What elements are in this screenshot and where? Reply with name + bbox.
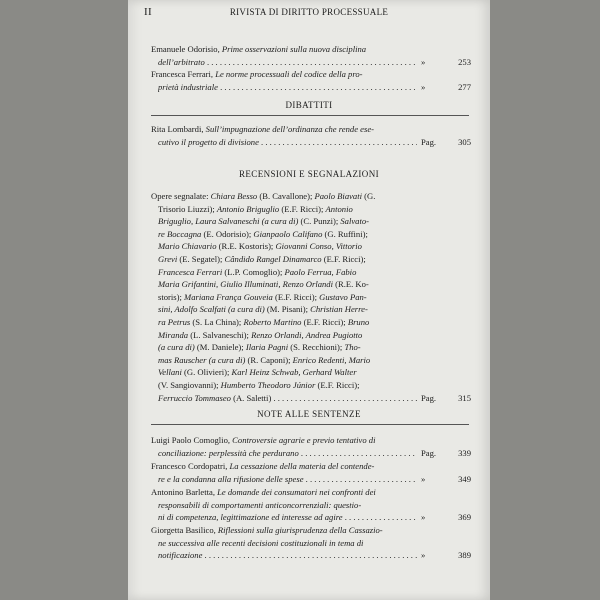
entry-line bbox=[151, 511, 471, 524]
entry-line bbox=[151, 203, 471, 216]
entry-title-text: Miranda bbox=[158, 329, 189, 340]
entry-title-text: cutivo il progetto di divisione bbox=[158, 136, 259, 147]
page-label: Pag. bbox=[421, 447, 437, 458]
entry-title-text: Francesca Ferrari bbox=[158, 266, 223, 277]
entry-title-text: re e la condanna alla rifusione delle spese bbox=[158, 473, 304, 484]
entry-line bbox=[151, 136, 471, 149]
entry-line bbox=[151, 473, 471, 486]
entry-line bbox=[151, 240, 471, 253]
entry-author-text: Antonino Barletta, bbox=[151, 487, 218, 497]
toc-entry-comoglio bbox=[151, 434, 471, 459]
page-label: » bbox=[421, 512, 426, 523]
entry-line bbox=[151, 392, 471, 405]
journal-title: RIVISTA DI DIRITTO PROCESSUALE bbox=[229, 7, 389, 17]
entry-leader bbox=[158, 473, 417, 486]
entry-line bbox=[151, 434, 471, 447]
entry-title-text: Grevi bbox=[158, 253, 178, 264]
entry-line bbox=[151, 68, 471, 81]
entry-title-text: Antonio bbox=[325, 203, 353, 214]
entry-leader bbox=[158, 81, 417, 94]
entry-title-text: Controversie agrarie e previo tentativo di bbox=[232, 435, 376, 445]
entry-title-text: ni di competenza, legittimazione ed interesse ad agire bbox=[158, 512, 343, 523]
entry-line bbox=[151, 379, 471, 392]
toc-entry-lombardi bbox=[151, 123, 471, 148]
entry-line bbox=[151, 499, 471, 512]
entry-line bbox=[151, 341, 471, 354]
entry-line bbox=[151, 460, 471, 473]
section-title-note: NOTE ALLE SENTENZE bbox=[257, 409, 361, 419]
entry-author-text: Luigi Paolo Comoglio, bbox=[151, 435, 233, 445]
entry-line bbox=[151, 354, 471, 367]
entry-page-number: 253 bbox=[458, 56, 471, 67]
entry-title-text: Humberto Theodoro Júnior bbox=[220, 379, 316, 390]
entry-author-text: (E.F. Ricci); bbox=[279, 203, 326, 214]
entry-title-text: Tho- bbox=[344, 342, 361, 353]
entry-author-text: (A. Saletti) bbox=[230, 392, 272, 403]
entry-line bbox=[151, 524, 471, 537]
entry-title-text: Maria Grifantini, Giulio Illuminati, Renzo Orlandi bbox=[158, 279, 333, 290]
entry-page-number: 349 bbox=[458, 473, 471, 484]
entry-author-text: (B. Cavallone); bbox=[257, 191, 315, 201]
entry-title-text: Enrico Redenti, Mario bbox=[292, 354, 371, 365]
entry-author-text: storis); bbox=[158, 291, 185, 302]
entry-page-number: 305 bbox=[458, 136, 471, 147]
entry-title-text: Renzo Orlandi, Andrea Pugiotto bbox=[251, 329, 363, 340]
entry-title-text: Vellani bbox=[158, 367, 182, 378]
entry-leader bbox=[158, 392, 417, 405]
entry-title-text: Cândido Rangel Dinamarco bbox=[224, 253, 322, 264]
entry-author-text: Emanuele Odorisio, bbox=[151, 44, 222, 54]
entry-title-text: Paolo Ferrua, Fabio bbox=[284, 266, 357, 277]
entry-line bbox=[151, 291, 471, 304]
toc-entry-ferrari bbox=[151, 68, 471, 93]
entry-author-text: Francesca Ferrari, bbox=[151, 69, 216, 79]
page-label: » bbox=[421, 81, 426, 92]
entry-title-text: Bruno bbox=[347, 316, 370, 327]
page-number: II bbox=[144, 6, 152, 18]
toc-entry-barletta bbox=[151, 486, 471, 524]
entry-author-text: (R.E. Kostoris); bbox=[216, 241, 276, 252]
entry-author-text: (L.P. Comoglio); bbox=[222, 266, 285, 277]
entry-line bbox=[151, 447, 471, 460]
entry-title-text: Christian Herre- bbox=[310, 304, 368, 315]
entry-leader bbox=[158, 511, 417, 524]
section-title-recensioni: RECENSIONI E SEGNALAZIONI bbox=[239, 169, 379, 179]
entry-title-text: Chiara Besso bbox=[210, 191, 258, 201]
entry-line bbox=[151, 215, 471, 228]
entry-title-text: Briguglio, Laura Salvaneschi (a cura di) bbox=[158, 216, 299, 227]
entry-author-text: (L. Salvaneschi); bbox=[188, 329, 252, 340]
entry-author-text: (G. Olivieri); bbox=[181, 367, 232, 378]
entry-author-text: Opere segnalate: bbox=[151, 191, 211, 201]
entry-line bbox=[151, 316, 471, 329]
entry-line bbox=[151, 549, 471, 562]
toc-entry-basilico bbox=[151, 524, 471, 562]
entry-leader bbox=[158, 136, 417, 149]
entry-page-number: 315 bbox=[458, 392, 471, 403]
entry-author-text: (M. Daniele); bbox=[194, 342, 246, 353]
entry-author-text: (S. La China); bbox=[190, 316, 244, 327]
entry-author-text: (E.F. Ricci); bbox=[321, 253, 366, 264]
entry-author-text: (E.F. Ricci); bbox=[272, 291, 320, 302]
entry-title-text: (a cura di) bbox=[158, 342, 195, 353]
entry-line bbox=[151, 81, 471, 94]
entry-line bbox=[151, 303, 471, 316]
entry-line bbox=[151, 123, 471, 136]
entry-title-text: Le domande dei consumatori nei confronti dei bbox=[217, 487, 376, 497]
toc-entry-cordopatri bbox=[151, 460, 471, 485]
entry-author-text: (M. Pisani); bbox=[264, 304, 311, 315]
entry-title-text: Le norme processuali del codice della pro- bbox=[215, 69, 363, 79]
entry-title-text: Karl Heinz Schwab, Gerhard Walter bbox=[231, 367, 357, 378]
entry-title-text: responsabili di comportamenti anticoncorrenziali: questio- bbox=[158, 499, 362, 510]
entry-line bbox=[151, 486, 471, 499]
entry-title-text: Ferruccio Tommaseo bbox=[158, 392, 231, 403]
toc-entry-opere-segnalate bbox=[151, 190, 471, 404]
entry-author-text: (C. Punzi); bbox=[298, 216, 341, 227]
entry-author-text: (E. Segatel); bbox=[177, 253, 225, 264]
entry-line bbox=[151, 228, 471, 241]
entry-title-text: mas Rauscher (a cura di) bbox=[158, 354, 246, 365]
entry-title-text: conciliazione: perplessità che perdurano bbox=[158, 447, 299, 458]
entry-author-text: (R. Caponi); bbox=[245, 354, 293, 365]
entry-title-text: prietà industriale bbox=[158, 81, 218, 92]
entry-title-text: Sull’impugnazione dell’ordinanza che rende ese- bbox=[205, 124, 374, 134]
entry-title-text: sini, Adolfo Scalfati (a cura di) bbox=[158, 304, 265, 315]
page-label: » bbox=[421, 550, 426, 561]
entry-line bbox=[151, 56, 471, 69]
entry-author-text: (G. Ruffini); bbox=[322, 228, 368, 239]
entry-title-text: Gianpaolo Califano bbox=[253, 228, 323, 239]
section-rule bbox=[151, 424, 469, 425]
entry-page-number: 389 bbox=[458, 550, 471, 561]
running-header bbox=[144, 6, 474, 18]
entry-line bbox=[151, 537, 471, 550]
entry-title-text: dell’arbitrato bbox=[158, 56, 205, 67]
entry-line bbox=[151, 278, 471, 291]
page-label: Pag. bbox=[421, 392, 437, 403]
entry-line bbox=[151, 329, 471, 342]
entry-title-text: Salvato- bbox=[340, 216, 370, 227]
entry-author-text: (G. bbox=[362, 191, 376, 201]
entry-title-text: Roberto Martino bbox=[243, 316, 302, 327]
toc-entry-odorisio bbox=[151, 43, 471, 68]
entry-line bbox=[151, 366, 471, 379]
entry-author-text: Trisorio Liuzzi); bbox=[158, 203, 217, 214]
entry-author-text: Rita Lombardi, bbox=[151, 124, 206, 134]
entry-page-number: 369 bbox=[458, 512, 471, 523]
page-label: » bbox=[421, 473, 426, 484]
section-rule bbox=[151, 115, 469, 116]
entry-author-text: (R.E. Ko- bbox=[332, 279, 369, 290]
section-title-dibattiti: DIBATTITI bbox=[285, 100, 333, 110]
entry-title-text: notificazione bbox=[158, 550, 203, 561]
page-label: » bbox=[421, 56, 426, 67]
entry-author-text: Francesco Cordopatri, bbox=[151, 461, 230, 471]
book-page bbox=[128, 0, 490, 600]
entry-title-text: Mariana França Gouveia bbox=[184, 291, 273, 302]
entry-title-text: La cessazione della materia del contende- bbox=[229, 461, 375, 471]
entry-title-text: Mario Chiavario bbox=[158, 241, 217, 252]
entry-title-text: ra Petrus bbox=[158, 316, 191, 327]
entry-page-number: 277 bbox=[458, 81, 471, 92]
entry-title-text: Antonio Briguglio bbox=[216, 203, 280, 214]
entry-title-text: ne successiva alle recenti decisioni costituzionali in tema di bbox=[158, 537, 364, 548]
entry-author-text: (V. Sangiovanni); bbox=[158, 379, 221, 390]
entry-title-text: re Boccagna bbox=[158, 228, 202, 239]
entry-author-text: (E. Odorisio); bbox=[201, 228, 254, 239]
entry-title-text: Paolo Biavati bbox=[314, 191, 362, 201]
entry-author-text: Giorgetta Basilico, bbox=[151, 525, 218, 535]
entry-page-number: 339 bbox=[458, 447, 471, 458]
page-label: Pag. bbox=[421, 136, 437, 147]
entry-author-text: (E.F. Ricci); bbox=[301, 316, 348, 327]
entry-leader bbox=[158, 549, 417, 562]
entry-title-text: Riflessioni sulla giurisprudenza della Cassazio- bbox=[217, 525, 383, 535]
entry-line bbox=[151, 266, 471, 279]
entry-line bbox=[151, 43, 471, 56]
entry-line bbox=[151, 253, 471, 266]
entry-title-text: Gustavo Pan- bbox=[319, 291, 367, 302]
entry-leader bbox=[158, 447, 417, 460]
entry-leader bbox=[158, 56, 417, 69]
entry-author-text: (E.F. Ricci); bbox=[315, 379, 360, 390]
entry-line bbox=[151, 190, 471, 203]
entry-title-text: Prime osservazioni sulla nuova disciplina bbox=[221, 44, 367, 54]
entry-title-text: Giovanni Conso, Vittorio bbox=[275, 241, 362, 252]
entry-title-text: Ilaria Pagni bbox=[245, 342, 289, 353]
entry-author-text: (S. Recchioni); bbox=[288, 342, 345, 353]
